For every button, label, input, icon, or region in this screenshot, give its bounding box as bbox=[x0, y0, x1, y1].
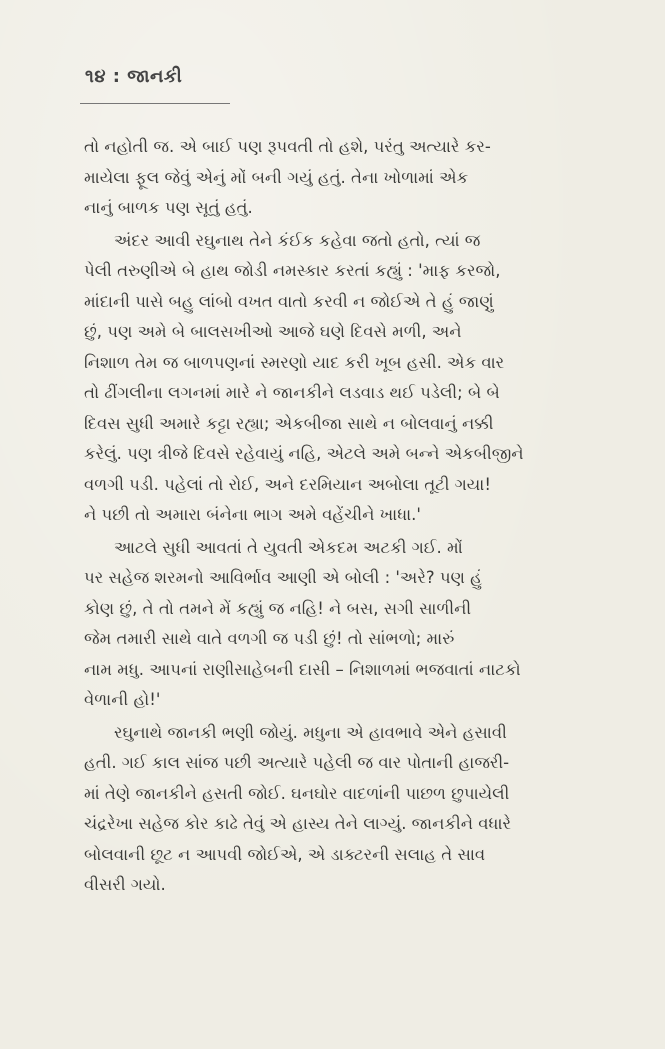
text-line: નિશાળ તેમ જ બાળપણનાં સ્મરણો યાદ કરી ખૂબ હસી. એક વાર bbox=[84, 352, 505, 372]
text-line: અંદર આવી રઘુનાથ તેને કંઈક કહેવા જતો હતો, ત્યાં જ bbox=[114, 230, 481, 250]
text-line: રઘુનાથે જાનકી ભણી જોયું. મધુના એ હાવભાવે એને હસાવી bbox=[114, 722, 507, 742]
running-head bbox=[85, 66, 182, 87]
header-separator: : bbox=[112, 66, 121, 87]
text-line: નાનું બાળક પણ સૂતું હતું. bbox=[84, 198, 253, 217]
text-line: તો નહોતી જ. એ બાઈ પણ રૂપવતી તો હશે, પરંતુ અત્યારે કર- bbox=[84, 137, 491, 156]
header-rule bbox=[80, 103, 230, 104]
text-line: ચંદ્રરેખા સહેજ કોર કાઢે તેવું એ હાસ્ય તેને લાગ્યું. જાનકીને વધારે bbox=[84, 814, 512, 833]
text-line: આટલે સુધી આવતાં તે યુવતી એકદમ અટકી ગઈ. મોં bbox=[114, 537, 463, 557]
text-line: કરેલું. પણ ત્રીજે દિવસે રહેવાયું નહિ, એટલે અમે બન્ને એકબીજીને bbox=[84, 444, 524, 463]
paragraph bbox=[84, 132, 596, 224]
text-line: પેલી તરુણીએ બે હાથ જોડી નમસ્કાર કરતાં કહ્યું : 'માફ કરજો, bbox=[84, 261, 501, 280]
text-line: કોણ છું, તે તો તમને મેં કહ્યું જ નહિ! ને બસ, સગી સાળીની bbox=[84, 598, 472, 618]
paragraph bbox=[84, 718, 596, 901]
text-line: માંદાની પાસે બહુ લાંબો વખત વાતો કરવી ન જોઈએ તે હું જાણું bbox=[84, 291, 494, 311]
paragraph bbox=[84, 533, 596, 716]
text-line: બોલવાની છૂટ ન આપવી જોઈએ, એ ડાક્ટરની સલાહ તે સાવ bbox=[84, 844, 486, 864]
text-line: માયેલા ફૂલ જેવું એનું મોં બની ગયું હતું. તેના ખોળામાં એક bbox=[84, 167, 469, 187]
chapter-title: જાનકી bbox=[127, 66, 183, 87]
text-line: ને પછી તો અમારા બંનેના ભાગ અમે વહેંચીને ખાધા.' bbox=[84, 505, 421, 524]
text-line: છું, પણ અમે બે બાલસખીઓ આજે ઘણે દિવસે મળી, અને bbox=[84, 322, 462, 341]
text-line: હતી. ગઈ કાલ સાંજ પછી અત્યારે પહેલી જ વાર પોતાની હાજરી- bbox=[84, 753, 510, 772]
text-line: પર સહેજ શરમનો આવિર્ભાવ આણી એ બોલી : 'અરે? પણ હું bbox=[84, 568, 482, 587]
text-line: દિવસ સુધી અમારે કટ્ટા રહ્યા; એકબીજા સાથે ન બોલવાનું નક્કી bbox=[84, 413, 494, 433]
text-line: વળગી પડી. પહેલાં તો રોઈ, અને દરમિયાન અબોલા તૂટી ગયા! bbox=[84, 474, 491, 494]
text-line: નામ મધુ. આપનાં રાણીસાહેબની દાસી – નિશાળમાં ભજવાતાં નાટકો bbox=[84, 659, 521, 679]
page-number: ૧૪ bbox=[85, 66, 106, 87]
text-line: વીસરી ગયો. bbox=[84, 875, 166, 894]
text-line: વેળાની હો!' bbox=[84, 690, 161, 709]
text-line: માં તેણે જાનકીને હસતી જોઈ. ઘનઘોર વાદળાંની પાછળ છુપાયેલી bbox=[84, 783, 510, 803]
text-line: તો ઢીંગલીના લગનમાં મારે ને જાનકીને લડવાડ થઈ પડેલી; બે બે bbox=[84, 383, 500, 402]
body-text bbox=[84, 132, 596, 903]
text-line: જેમ તમારી સાથે વાતે વળગી જ પડી છું! તો સાંભળો; મારું bbox=[84, 629, 455, 648]
paragraph bbox=[84, 226, 596, 531]
